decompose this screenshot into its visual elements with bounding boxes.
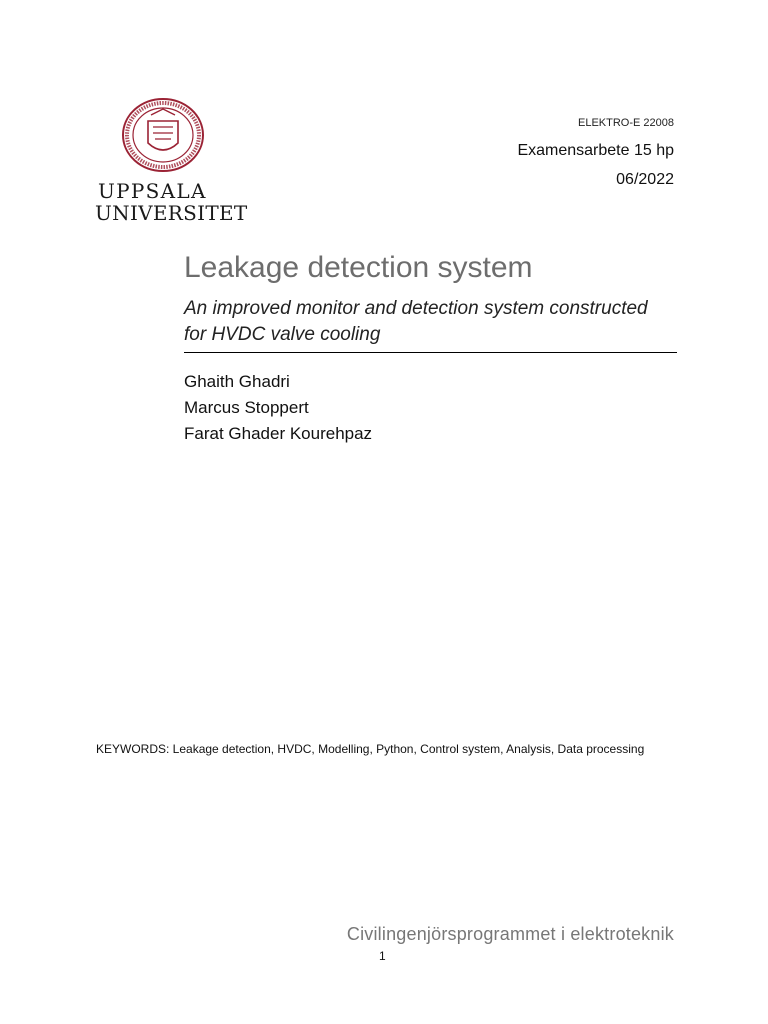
author-list <box>184 369 372 447</box>
exam-credits: Examensarbete 15 hp <box>517 142 674 159</box>
page-number: 1 <box>379 949 386 963</box>
author-name: Marcus Stoppert <box>184 398 309 417</box>
document-title: Leakage detection system <box>184 251 533 284</box>
university-seal-logo <box>121 97 205 173</box>
document-subtitle: An improved monitor and detection system constructed for HVDC valve cooling <box>184 298 648 345</box>
report-date: 06/2022 <box>616 171 674 188</box>
keywords-line: KEYWORDS: Leakage detection, HVDC, Modelling, Python, Control system, Analysis, Data processing <box>96 742 645 756</box>
author-name: Ghaith Ghadri <box>184 372 290 391</box>
title-divider <box>184 352 677 353</box>
university-wordmark <box>95 179 248 225</box>
university-name-line1: UPPSALA <box>98 179 207 203</box>
author-name: Farat Ghader Kourehpaz <box>184 424 373 443</box>
report-code: ELEKTRO-E 22008 <box>578 117 674 129</box>
program-name: Civilingenjörsprogrammet i elektroteknik <box>346 924 674 944</box>
university-name-line2: UNIVERSITET <box>95 201 248 225</box>
